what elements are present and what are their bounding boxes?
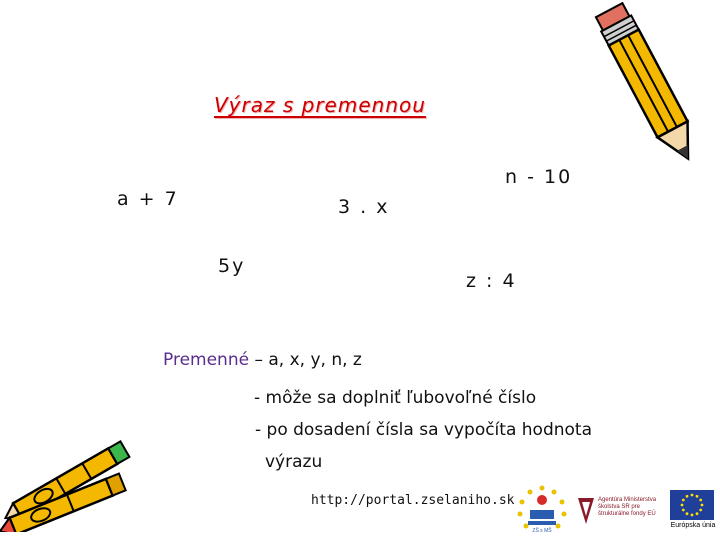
expression-n-minus-10: n - 10 (505, 166, 573, 188)
variables-list: – a, x, y, n, z (249, 350, 362, 370)
definition-line-1: - môže sa doplniť ľubovoľné číslo (254, 388, 537, 408)
portal-url[interactable]: http://portal.zselaniho.sk (311, 493, 515, 508)
slide-title: Výraz s premennou (214, 93, 426, 117)
eu-flag-icon (670, 490, 714, 520)
variables-definition (163, 350, 362, 370)
ministry-logo-icon (574, 494, 598, 528)
definition-line-3: výrazu (265, 452, 323, 472)
eu-caption: Európska únia (670, 522, 716, 529)
svg-text:ZŠ s MŠ: ZŠ s MŠ (532, 528, 552, 534)
variables-term: Premenné (163, 350, 250, 370)
ministry-text: Agentúra Ministerstva školstva SR pre štrukturálne fondy EÚ (598, 497, 657, 517)
expression-5y: 5y (218, 255, 246, 277)
school-logo (514, 484, 570, 534)
expression-a-plus-7: a + 7 (117, 188, 179, 210)
definition-line-2: - po dosadení čísla sa vypočíta hodnota (255, 420, 592, 440)
expression-z-div-4: z : 4 (466, 270, 517, 292)
crayons-illustration (0, 432, 150, 532)
pencil-icon (590, 0, 710, 175)
expression-3-times-x: 3 . x (338, 196, 390, 218)
